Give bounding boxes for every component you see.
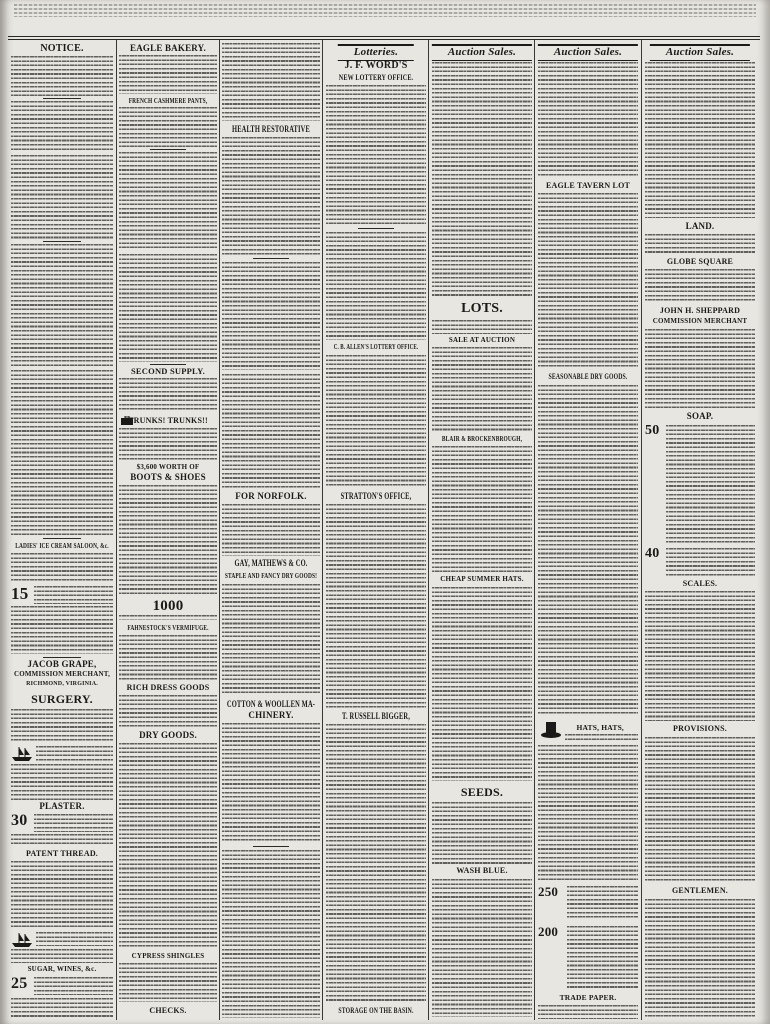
text-block [326,724,426,1002]
headline-boots-shoes: BOOTS & SHOES [130,472,206,482]
column-rule [116,40,117,1020]
headline-eagle-bakery: EAGLE BAKERY. [130,43,206,53]
headline-gentlemen: GENTLEMEN. [671,886,729,895]
headline-richmond: RICHMOND, VIRGINIA. [26,681,98,687]
text-block [119,635,217,680]
headline-storage-on-the-basin: STORAGE ON THE BASIN. [338,1006,414,1015]
text-block [666,425,755,543]
text-block [11,606,113,654]
headline-sugar-wines: SUGAR, WINES, &c. [27,965,97,973]
column-5 [431,0,533,1024]
text-block [432,347,532,432]
text-block [11,101,113,151]
text-block [222,374,320,488]
headline-commission-merchant: COMMISSION MERCHANT [652,317,748,325]
text-block [11,553,113,583]
ship-icon [11,746,33,762]
column-2 [118,0,218,1024]
text-block [432,587,532,781]
text-block [11,998,113,1018]
headline-health-restorative: HEALTH RESTORATIVE [232,124,310,134]
separator [43,657,80,658]
text-block [222,850,320,1018]
text-block [432,320,532,334]
number-50: 50 [645,423,660,438]
column-rule [641,40,642,1020]
column-1 [10,0,114,1024]
headline-globe-square: GLOBE SQUARE [666,257,734,266]
headline-plaster: PLASTER. [39,801,85,811]
separator [253,258,289,259]
headline-eagle-tavern-lot: EAGLE TAVERN LOT [545,181,631,190]
headline-surgery: SURGERY. [31,692,93,706]
headline-cypress-shingles: CYPRESS SHINGLES [131,952,205,960]
separator [43,98,80,99]
text-block [119,378,217,412]
text-block [222,262,320,370]
separator [358,228,395,229]
text-block [326,85,426,225]
text-block [538,745,638,881]
separator [150,364,186,365]
text-block [538,1005,638,1019]
text-block [567,926,638,990]
headline-provisions: PROVISIONS. [673,724,727,733]
text-block [645,329,755,409]
headline-boots-worth: $3,600 WORTH OF [136,463,200,471]
text-block [565,734,638,742]
text-block [432,802,532,864]
headline-scales: SCALES. [682,579,718,588]
text-block [36,746,113,762]
headline-john-h-sheppard: JOHN H. SHEPPARD [659,306,741,315]
headline-notice: NOTICE. [40,43,84,54]
text-block [36,932,113,946]
headline-vermifuge: FAHNESTOCK'S VERMIFUGE. [127,623,209,632]
headline-gay-mathews: GAY, MATHEWS & CO. [234,558,308,568]
text-block [432,446,532,572]
ship-icon [11,932,33,948]
text-block [119,615,217,620]
section-header-lotteries: Lotteries. [338,44,414,61]
headline-jf-words: J. F. WORD'S [344,60,408,71]
text-block [119,55,217,94]
headline-land: LAND. [685,221,715,231]
number-40: 40 [645,546,660,561]
headline-french-cashmere-pants: FRENCH CASHMERE PANTS, [128,96,208,105]
text-block [645,269,755,303]
headline-dry-goods: DRY GOODS. [139,730,197,740]
text-block [11,834,113,846]
column-rule [322,40,323,1020]
text-block [645,737,755,883]
text-block [11,244,113,366]
section-header-auction-sales: Auction Sales. [538,44,638,61]
column-6 [537,0,639,1024]
text-block [11,155,113,239]
headline-second-supply: SECOND SUPPLY. [131,366,205,376]
headline-cotton-woollen: COTTON & WOOLLEN MA- [226,699,316,709]
column-rule [534,40,535,1020]
column-3 [221,0,321,1024]
text-block [119,963,217,1002]
separator [43,538,80,539]
text-block [11,56,113,96]
headline-soap: SOAP. [686,411,714,421]
text-block [11,709,113,743]
headline-trunks: TRUNKS! TRUNKS!! [128,416,208,425]
separator [43,241,80,242]
text-block [326,355,426,487]
headline-new-lottery-office: NEW LOTTERY OFFICE. [338,72,414,82]
column-rule [219,40,220,1020]
number-30: 30 [11,812,28,829]
text-block [222,137,320,255]
text-block [538,385,638,715]
text-block [326,504,426,708]
text-block [567,886,638,920]
headline-rich-dress-goods: RICH DRESS GOODS [126,683,210,692]
headline-seasonable-dry-goods: SEASONABLE DRY GOODS. [548,372,628,381]
text-block [119,695,217,728]
text-block [11,764,113,800]
headline-staple-fancy-dry-goods: STAPLE AND FANCY DRY GOODS! [224,571,318,580]
headline-patent-thread: PATENT THREAD. [26,849,98,858]
headline-for-norfolk: FOR NORFOLK. [235,491,307,501]
text-block [119,254,217,362]
column-rule [428,40,429,1020]
text-block [432,62,532,298]
text-block [222,723,320,843]
headline-ice-cream-saloon: LADIES' ICE CREAM SALOON, &c. [15,541,109,550]
headline-strattons-office: STRATTON'S OFFICE, [340,491,412,501]
text-block [666,548,755,576]
text-block [222,584,320,696]
text-block [11,370,113,536]
section-header-auction-sales: Auction Sales. [432,44,532,61]
number-200: 200 [538,924,559,939]
text-block [34,977,113,995]
text-block [119,485,217,595]
column-4 [325,0,427,1024]
hat-icon [540,720,562,740]
headline-commission-merchant: COMMISSION MERCHANT, [13,670,111,678]
number-25: 25 [11,975,28,992]
text-block [645,62,755,218]
number-15: 15 [11,584,29,603]
headline-sale-at-auction: SALE AT AUCTION [448,336,516,344]
headline-cb-allens-lottery-office: C. B. ALLEN'S LOTTERY OFFICE. [333,343,419,351]
text-block [538,62,638,178]
headline-jacob-grape: JACOB GRAPE, [27,659,97,669]
separator [253,846,289,847]
text-block [645,234,755,254]
headline-machinery: CHINERY. [248,710,294,720]
headline-trade-paper: TRADE PAPER. [559,993,617,1002]
text-block [119,428,217,461]
number-250: 250 [538,884,559,899]
text-block [11,861,113,929]
headline-checks: CHECKS. [149,1006,187,1015]
text-block [34,814,113,832]
text-block [645,899,755,1017]
headline-wash-blue: WASH BLUE. [456,866,508,875]
headline-cheap-summer-hats: CHEAP SUMMER HATS. [440,575,524,583]
text-block [119,152,217,250]
text-block [432,879,532,1017]
headline-seeds: SEEDS. [460,785,504,799]
text-block [119,743,217,949]
headline-lots: LOTS. [461,301,503,316]
text-block [11,949,113,963]
text-block [538,193,638,369]
column-7 [644,0,756,1024]
headline-t-russell-bigger: T. RUSSELL BIGGER, [341,711,411,721]
headline-blair-brockenbrough: BLAIR & BROCKENBROUGH, [441,434,523,443]
text-block [34,586,113,604]
text-block [326,232,426,340]
text-block [645,591,755,721]
text-block [119,107,217,147]
section-header-auction-sales: Auction Sales. [650,44,750,61]
separator [150,149,186,150]
number-1000: 1000 [152,598,184,614]
text-block [222,504,320,556]
text-block [222,43,320,121]
headline-hats-hats: HATS, HATS, [576,723,625,732]
